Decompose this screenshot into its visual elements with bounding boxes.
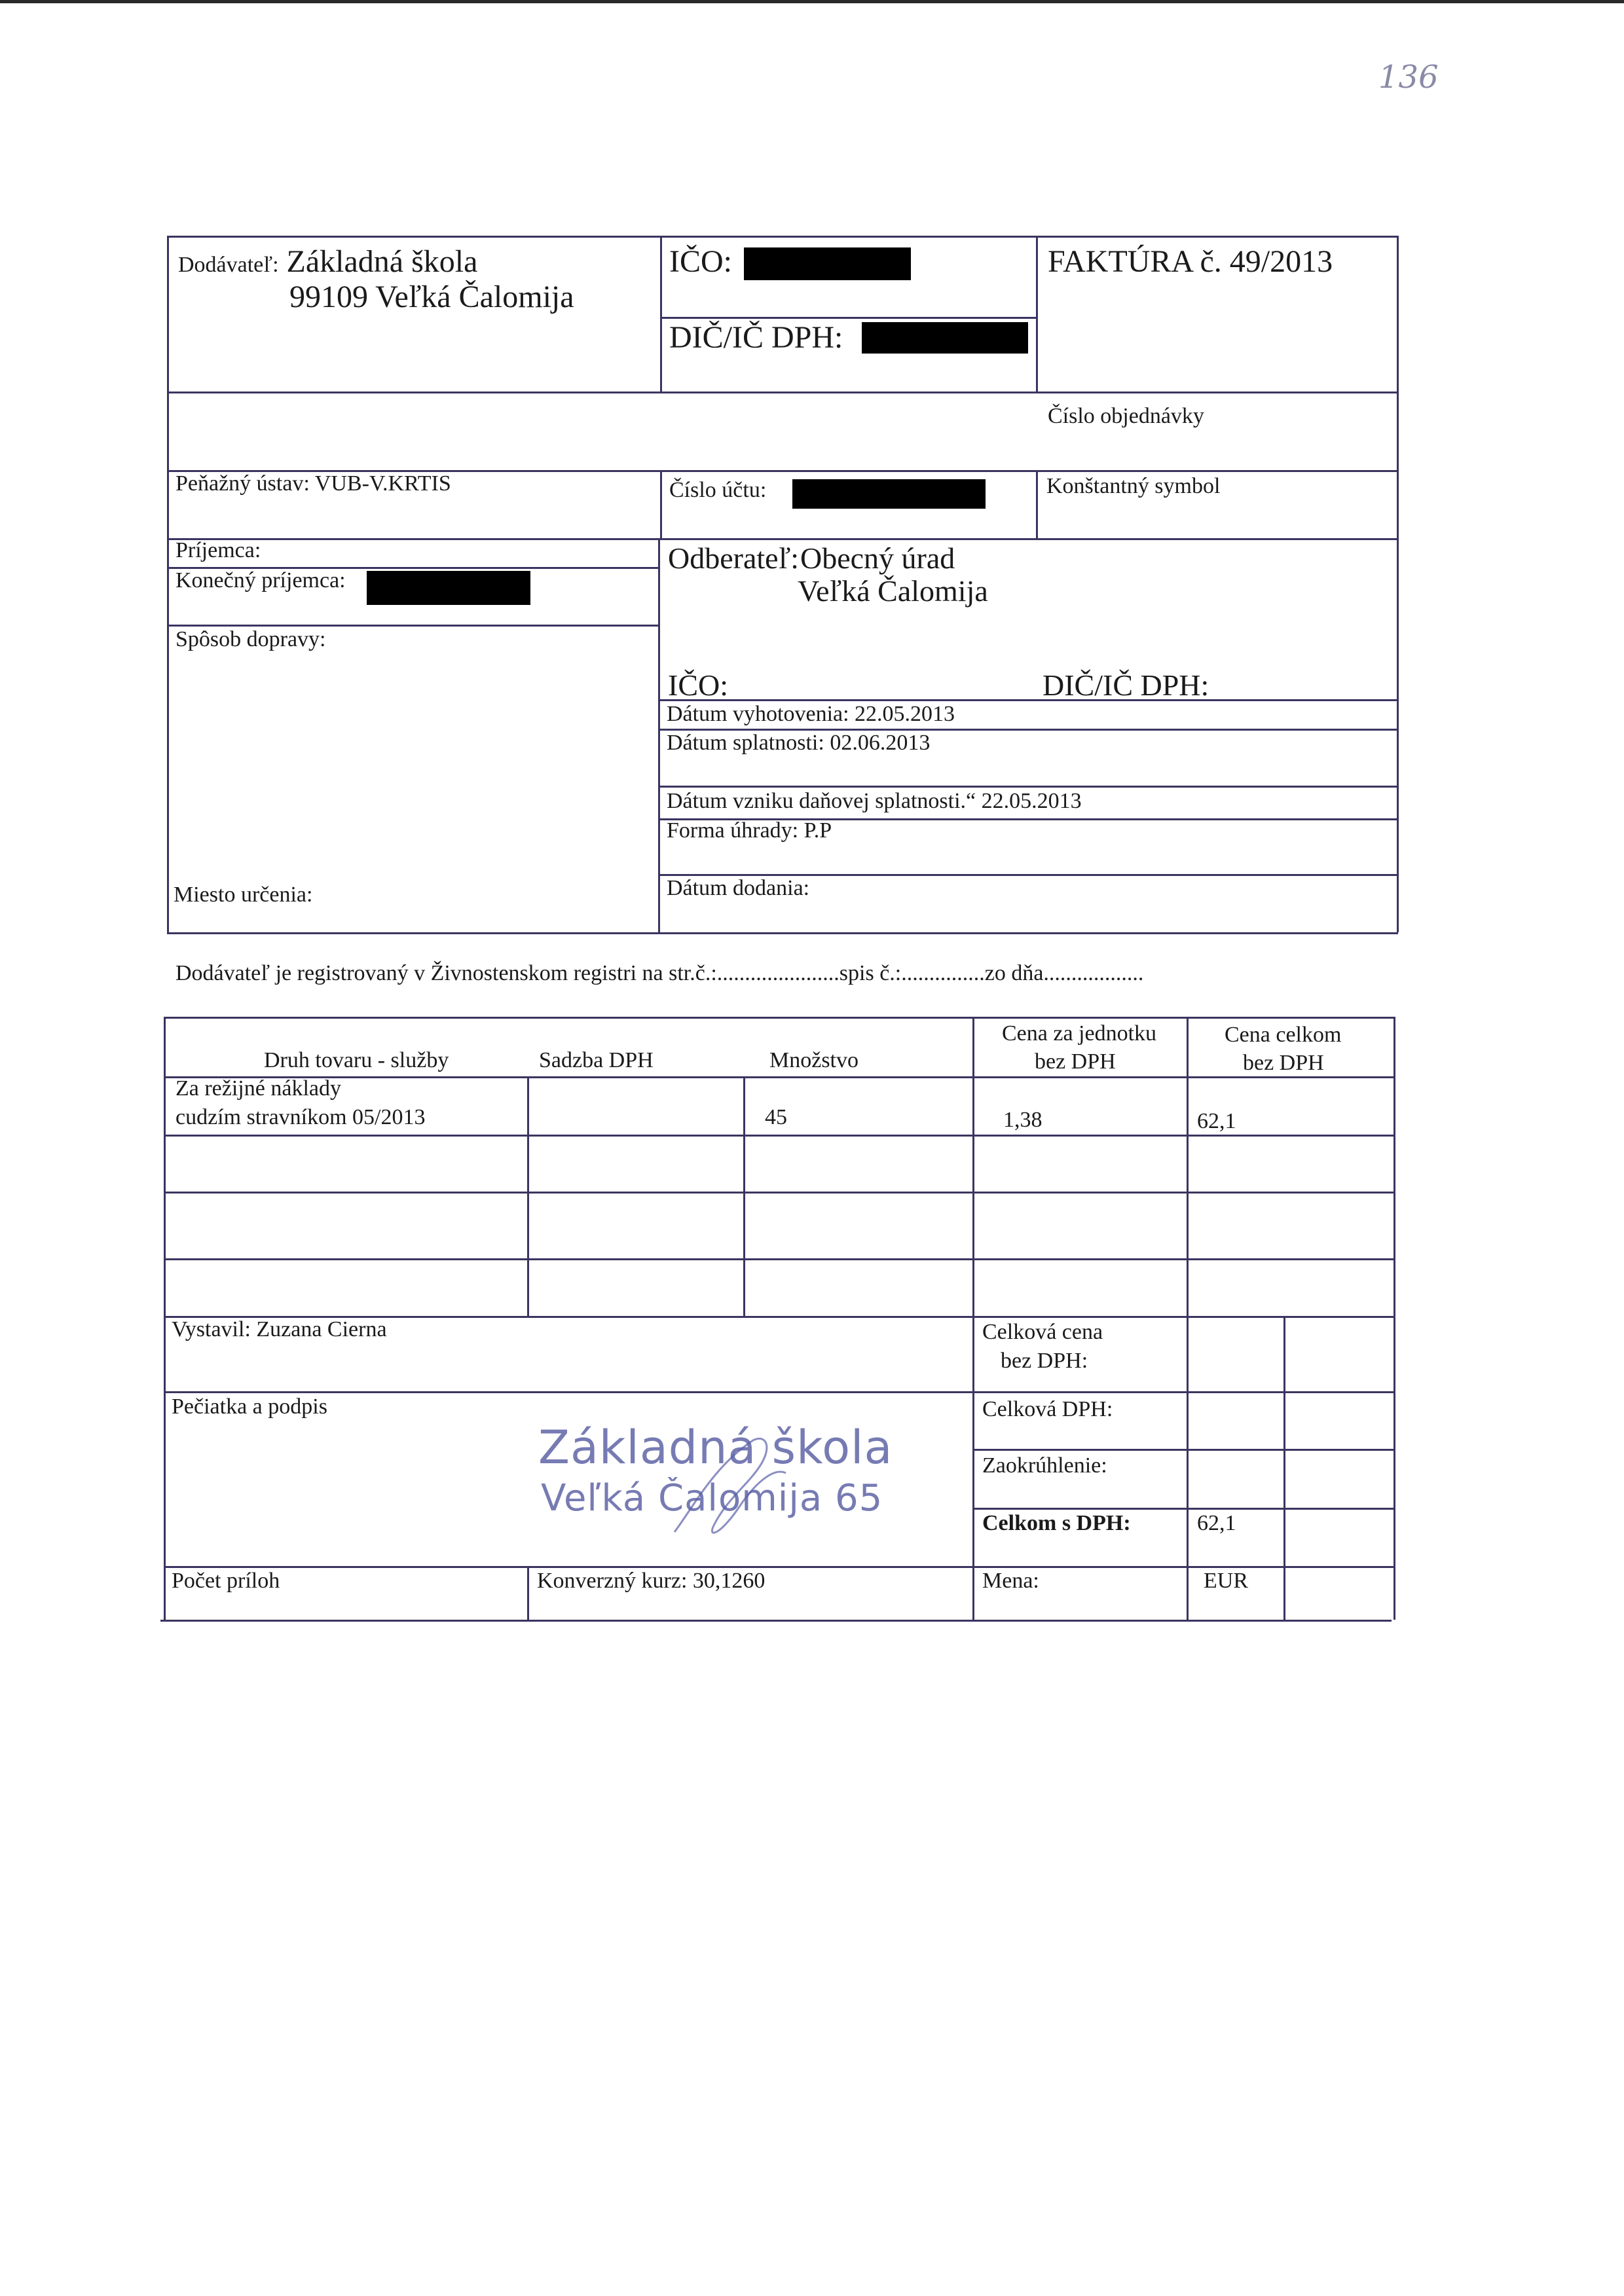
stamp-line2: Veľká Čalomija 65 — [541, 1477, 883, 1520]
rule — [1187, 1017, 1189, 1316]
total-with-vat-value: 62,1 — [1197, 1511, 1236, 1535]
redacted-account — [792, 479, 986, 509]
rule — [164, 1017, 166, 1620]
row-unit-price: 1,38 — [1003, 1108, 1043, 1132]
account-label: Číslo účtu: — [669, 478, 767, 502]
redacted-final-recipient — [367, 571, 530, 605]
final-recipient-label: Konečný príjemca: — [175, 568, 346, 592]
total-no-vat-label-sub: bez DPH: — [1001, 1349, 1088, 1373]
redacted-ico — [744, 247, 911, 280]
header-item: Druh tovaru - služby — [264, 1048, 449, 1072]
currency-label: Mena: — [982, 1569, 1039, 1593]
rule — [1036, 236, 1038, 392]
customer-name: Obecný úrad — [800, 541, 955, 575]
constant-symbol-label: Konštantný symbol — [1046, 474, 1221, 498]
destination-label: Miesto určenia: — [174, 883, 313, 907]
rule — [164, 1192, 1395, 1194]
rule — [658, 786, 1398, 788]
supplier-address: 99109 Veľká Čalomija — [289, 280, 574, 314]
order-number-label: Číslo objednávky — [1048, 404, 1204, 428]
supplier-name: Základná škola — [286, 244, 478, 279]
rule — [743, 1076, 745, 1316]
rule — [1397, 236, 1399, 932]
payment-form: Forma úhrady: P.P — [667, 818, 832, 843]
rule — [661, 317, 1038, 319]
row-item-line2: cudzím stravníkom 05/2013 — [175, 1105, 426, 1129]
rule — [972, 1316, 974, 1620]
rule — [167, 236, 1398, 238]
issue-date: Dátum vyhotovenia: 22.05.2013 — [667, 702, 955, 726]
header-quantity: Množstvo — [769, 1048, 858, 1072]
rule — [658, 699, 1398, 701]
rule — [167, 625, 658, 627]
due-date: Dátum splatnosti: 02.06.2013 — [667, 731, 931, 755]
rule — [660, 470, 662, 538]
tax-point-date: Dátum vzniku daňovej splatnosti.“ 22.05.2013 — [667, 789, 1082, 813]
rule — [167, 392, 1398, 393]
rule — [167, 236, 169, 932]
delivery-date-label: Dátum dodania: — [667, 876, 810, 900]
supplier-label: Dodávateľ: — [178, 253, 279, 277]
rule — [658, 538, 660, 932]
supplier-dic-label: DIČ/IČ DPH: — [669, 320, 843, 355]
rule — [527, 1566, 529, 1620]
conversion-rate: Konverzný kurz: 30,1260 — [537, 1569, 766, 1593]
issued-by: Vystavil: Zuzana Cierna — [172, 1317, 387, 1341]
total-with-vat-label: Celkom s DPH: — [982, 1511, 1131, 1535]
signature-icon — [655, 1427, 812, 1552]
rule — [164, 1566, 1395, 1568]
customer-city: Veľká Čalomija — [798, 574, 988, 608]
total-vat-label: Celková DPH: — [982, 1397, 1113, 1421]
rule — [660, 236, 662, 392]
rule — [1283, 1316, 1285, 1620]
customer-ico-label: IČO: — [668, 668, 728, 702]
rule — [527, 1076, 529, 1316]
rule — [1036, 470, 1038, 538]
rule — [164, 1017, 1395, 1019]
stamp-line1: Základná škola — [538, 1421, 893, 1474]
header-total: Cena celkom — [1225, 1023, 1342, 1047]
registry-line: Dodávateľ je registrovaný v Živnostenskom registri na str.č.:......................spis č.:...............zo dňa.................. — [175, 961, 1144, 985]
row-quantity: 45 — [765, 1105, 787, 1129]
rule — [164, 1076, 1395, 1078]
rule — [972, 1017, 974, 1316]
rule — [1187, 1316, 1189, 1620]
customer-dic-label: DIČ/IČ DPH: — [1043, 668, 1209, 702]
row-total: 62,1 — [1197, 1109, 1236, 1133]
rounding-label: Zaokrúhlenie: — [982, 1453, 1107, 1478]
rule — [167, 538, 1398, 540]
rule — [1393, 1017, 1395, 1620]
rule — [167, 932, 1398, 934]
transport-label: Spôsob dopravy: — [175, 627, 326, 651]
header-unit-price-sub: bez DPH — [1035, 1049, 1116, 1074]
total-no-vat-label: Celková cena — [982, 1320, 1103, 1344]
rule — [972, 1508, 1395, 1510]
invoice-title: FAKTÚRA č. 49/2013 — [1048, 244, 1333, 279]
rule — [164, 1391, 1395, 1393]
rule — [160, 1620, 1392, 1622]
bank-label: Peňažný ústav: VUB-V.KRTIS — [175, 471, 451, 496]
rule — [164, 1258, 1395, 1260]
supplier-ico-label: IČO: — [669, 244, 732, 279]
header-total-sub: bez DPH — [1243, 1051, 1324, 1075]
row-item-line1: Za režijné náklady — [175, 1076, 341, 1101]
attachments-label: Počet príloh — [172, 1569, 280, 1593]
scan-top-edge — [0, 0, 1624, 3]
recipient-label: Príjemca: — [175, 538, 261, 562]
header-vat-rate: Sadzba DPH — [539, 1048, 654, 1072]
header-unit-price: Cena za jednotku — [1002, 1021, 1157, 1046]
customer-label: Odberateľ: — [668, 541, 800, 575]
supplier-block — [178, 244, 477, 280]
rule — [164, 1135, 1395, 1137]
redacted-dic — [862, 322, 1028, 354]
page-number-note: 136 — [1378, 59, 1439, 96]
rule — [972, 1449, 1395, 1451]
currency-value: EUR — [1204, 1569, 1248, 1593]
stamp-sign-label: Pečiatka a podpis — [172, 1394, 327, 1419]
